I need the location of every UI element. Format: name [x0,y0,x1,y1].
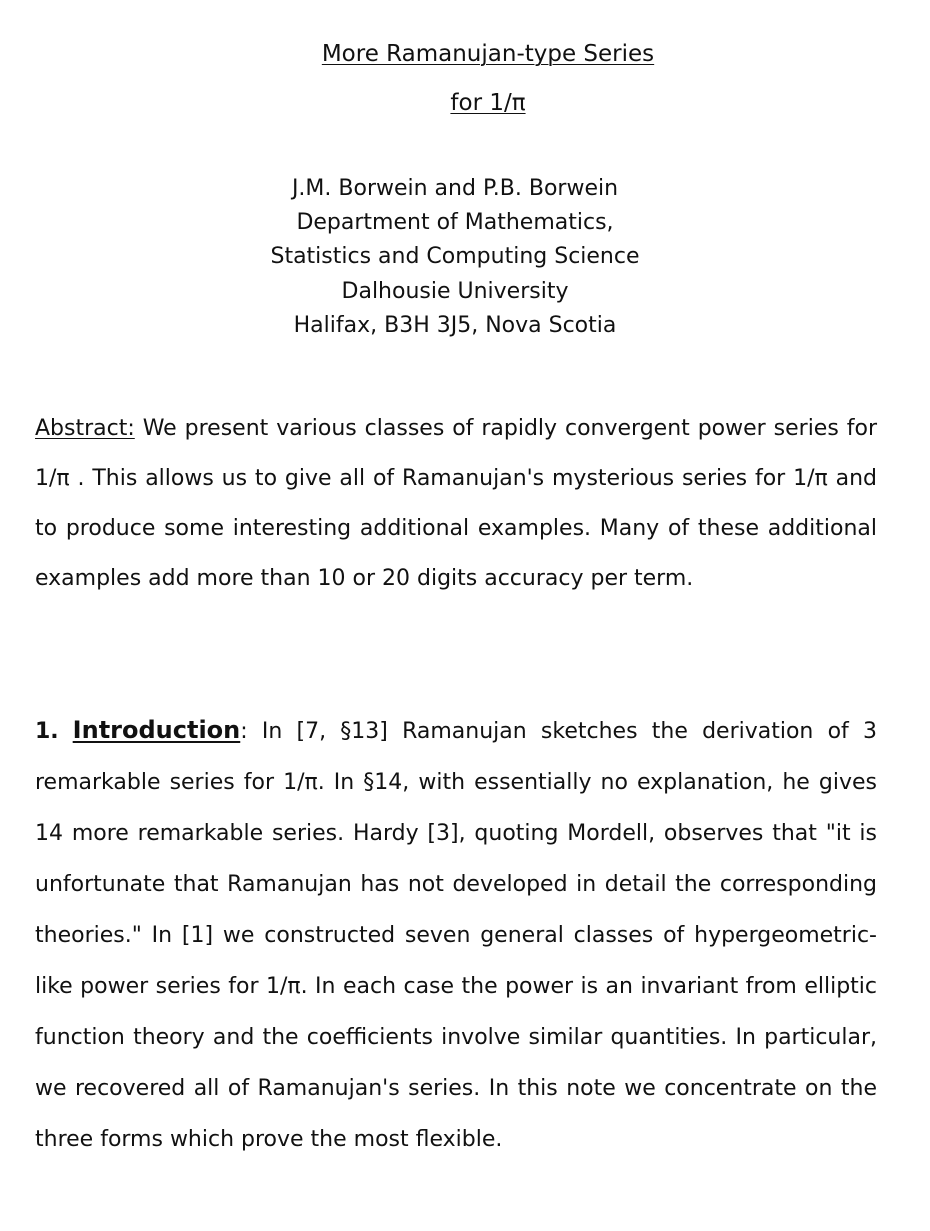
title-line-2: for 1/π [450,90,526,116]
abstract-paragraph [35,404,877,604]
university: Dalhousie University [341,278,569,304]
section-heading-colon: : [240,719,248,744]
abstract-label: Abstract: [35,416,135,441]
address: Halifax, B3H 3J5, Nova Scotia [293,312,617,338]
author-names: J.M. Borwein and P.B. Borwein [291,176,619,201]
title-line-1: More Ramanujan-type Series [321,41,655,67]
introduction-paragraph [35,705,877,1165]
section-heading: Introduction [72,716,241,744]
introduction-text: In [7, §13] Ramanujan sketches the derivation of 3 remarkable series for 1/π. In §14, with essentially no explanation, he gives 14 more remarkable series. Hardy [3], quoting Mordell, observes that "it is unfortunate that Ramanujan has not developed in detail the corresponding theories." In [1] we constructed seven general classes of hypergeometric-like power series for 1/π. In each case the power is an invariant from elliptic function theory and the coefficients involve similar quantities. In particular, we recovered all of Ramanujan's series. In this note we concentrate on the three forms which prove the most flexible. [35,719,877,1152]
section-number: 1. [35,719,59,744]
department-line-2: Statistics and Computing Science [270,244,640,270]
department-line-1: Department of Mathematics, [296,210,614,236]
author-block [0,172,910,343]
abstract-text: We present various classes of rapidly convergent power series for 1/π . This allows us to give all of Ramanujan's mysterious series for 1/π and to produce some interesting additional examples. Many of these additional examples add more than 10 or 20 digits accuracy per term. [35,416,877,591]
